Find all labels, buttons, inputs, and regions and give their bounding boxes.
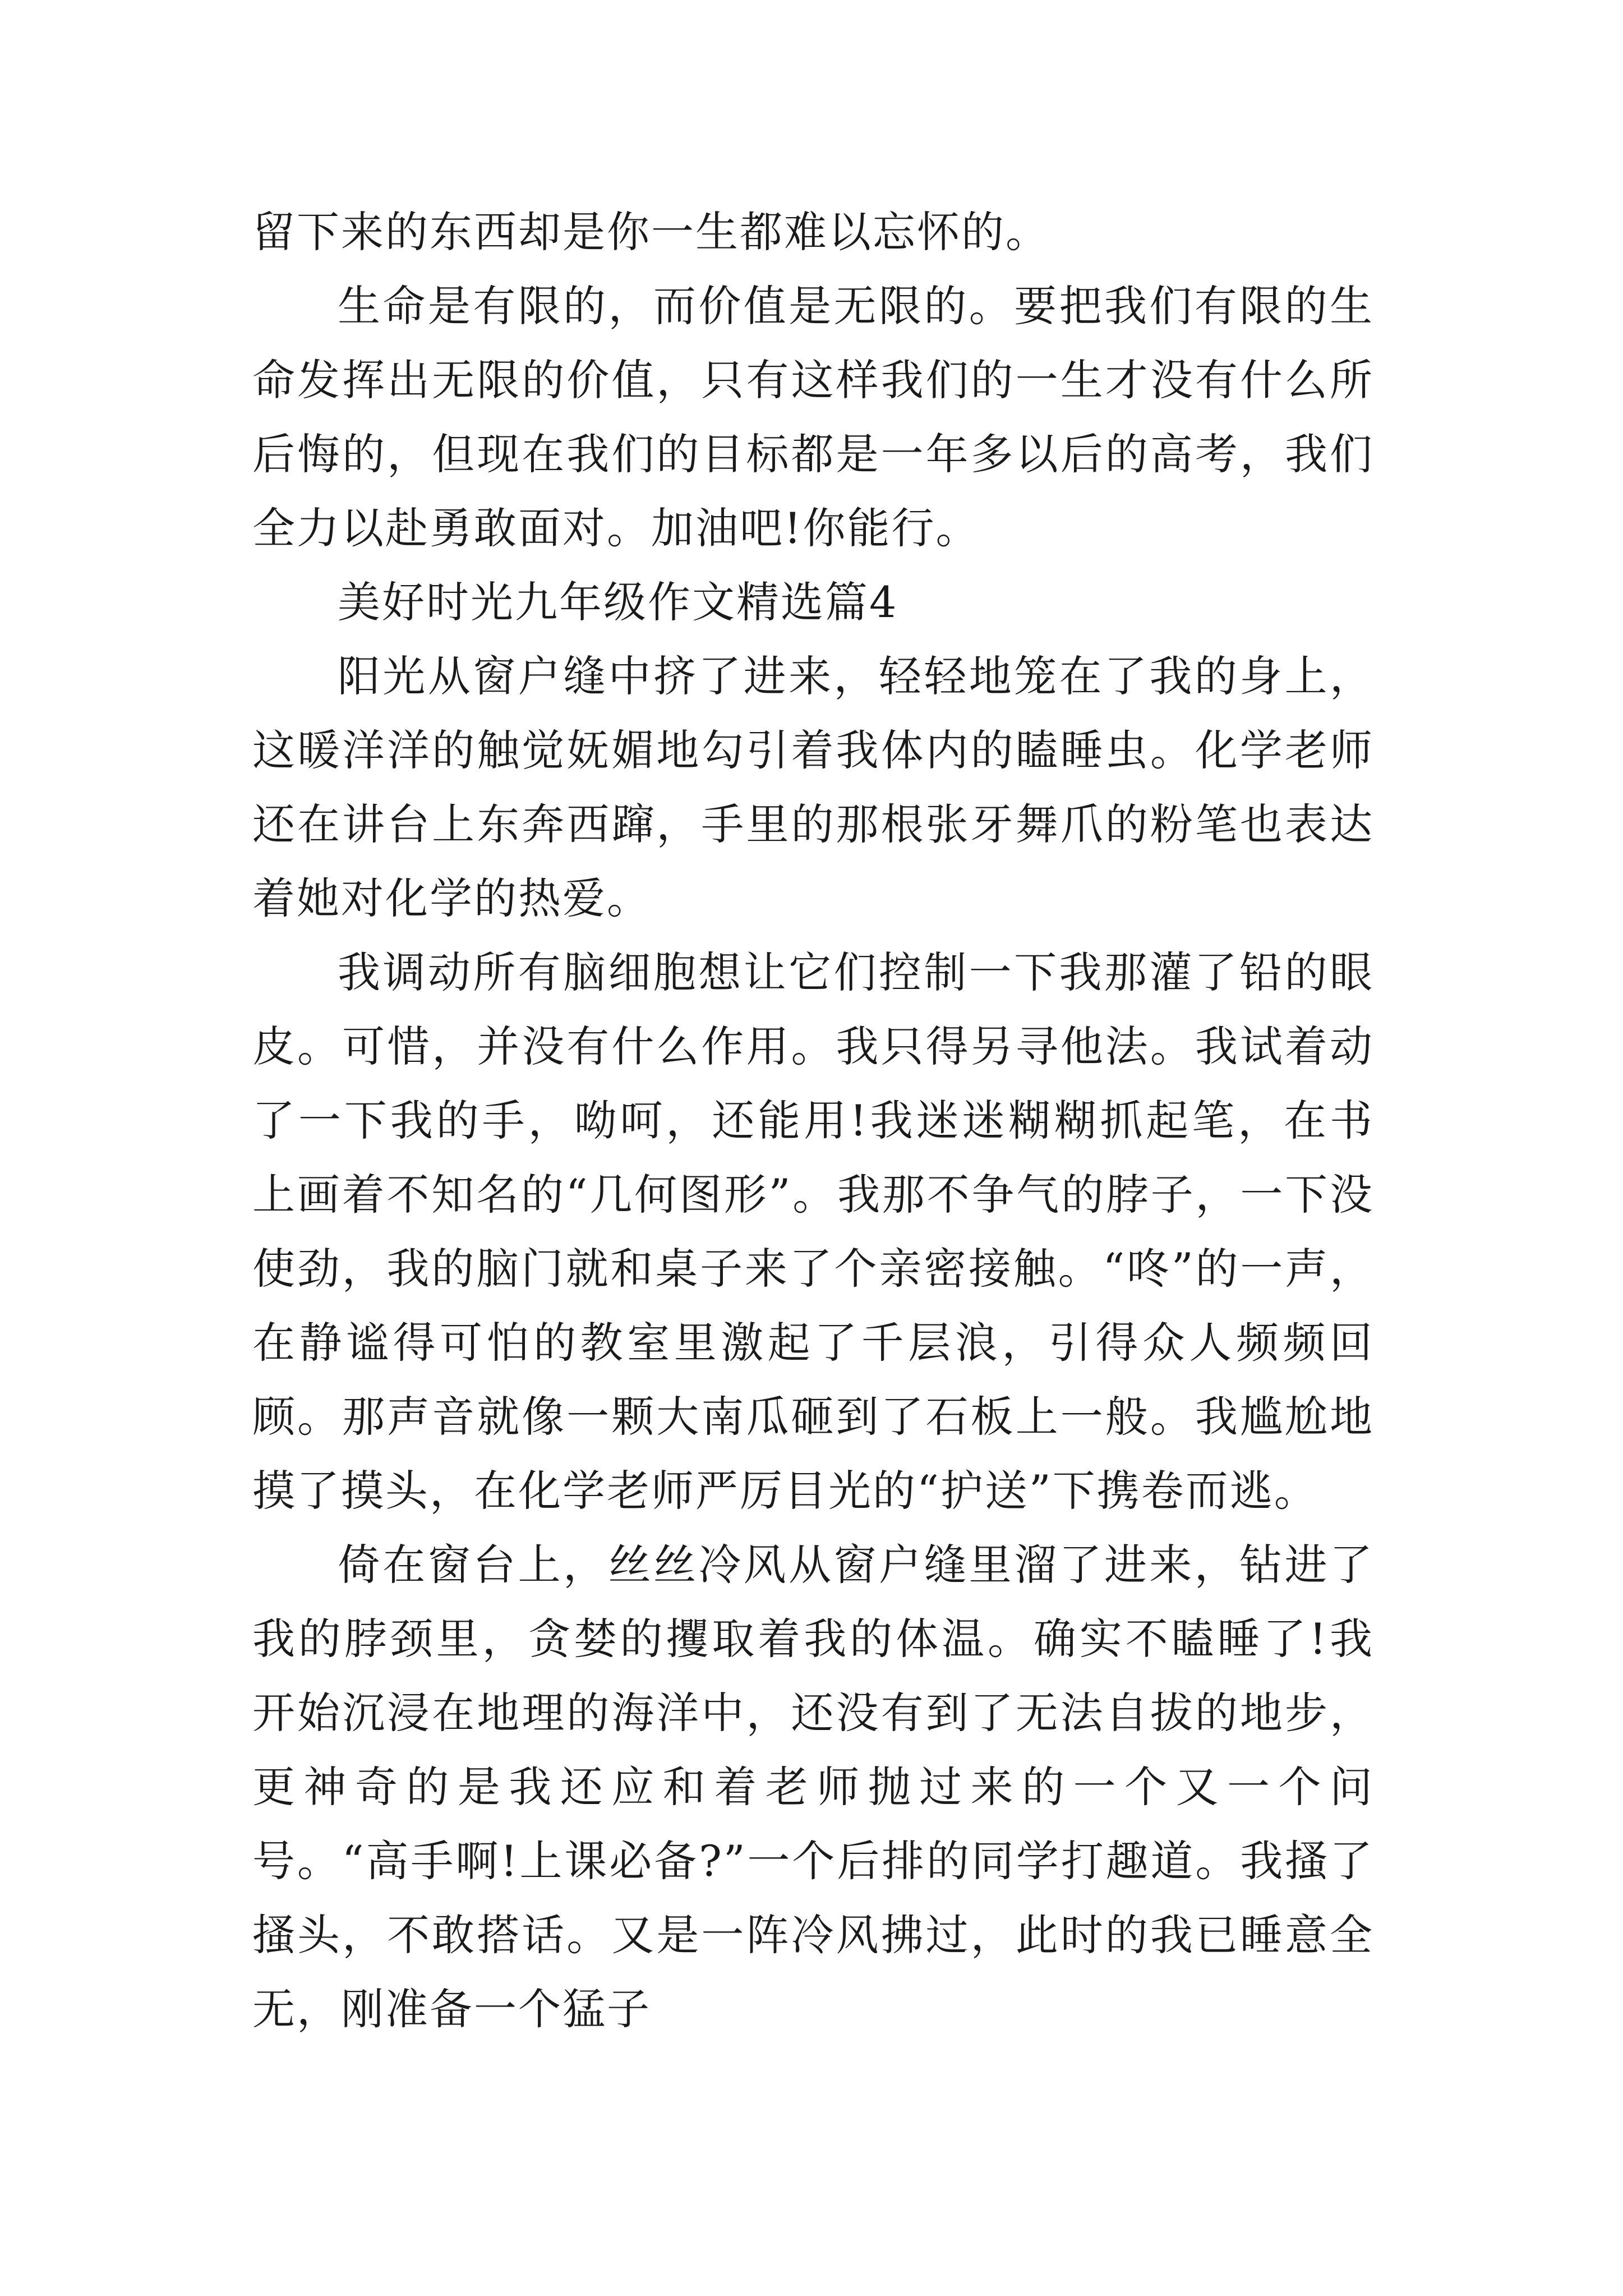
paragraph-1: 留下来的东西却是你一生都难以忘怀的。 — [252, 207, 1050, 257]
section-heading: 美好时光九年级作文精选篇4 — [338, 577, 898, 627]
paragraph-2: 生命是有限的，而价值是无限的。要把我们有限的生命发挥出无限的价值，只有这样我们的一生才没有什么所后悔的，但现在我们的目标都是一年多以后的高考，我们全力以赴勇敢面对。加油吧!你能行。 — [252, 281, 1374, 553]
paragraph-6: 倚在窗台上，丝丝冷风从窗户缝里溜了进来，钻进了我的脖颈里，贪婪的攫取着我的体温。确实不瞌睡了!我开始沉浸在地理的海洋中，还没有到了无法自拔的地步，更神奇的是我还应和着老师抛过来的一个又一个问号。“高手啊!上课必备?”一个后排的同学打趣道。我搔了搔头，不敢搭话。又是一阵冷风拂过，此时的我已睡意全无，刚准备一个猛子 — [252, 1540, 1374, 2034]
paragraph-4: 阳光从窗户缝中挤了进来，轻轻地笼在了我的身上，这暖洋洋的触觉妩媚地勾引着我体内的瞌睡虫。化学老师还在讲台上东奔西蹿，手里的那根张牙舞爪的粉笔也表达着她对化学的热爱。 — [252, 651, 1374, 923]
paragraph-5: 我调动所有脑细胞想让它们控制一下我那灌了铅的眼皮。可惜，并没有什么作用。我只得另寻他法。我试着动了一下我的手，呦呵，还能用!我迷迷糊糊抓起笔，在书上画着不知名的“几何图形”。我那不争气的脖子，一下没使劲，我的脑门就和桌子来了个亲密接触。“咚”的一声，在静谧得可怕的教室里激起了千层浪，引得众人频频回顾。那声音就像一颗大南瓜砸到了石板上一般。我尴尬地摸了摸头，在化学老师严厉目光的“护送”下携卷而逃。 — [252, 947, 1374, 1516]
document-body — [252, 195, 1374, 2046]
